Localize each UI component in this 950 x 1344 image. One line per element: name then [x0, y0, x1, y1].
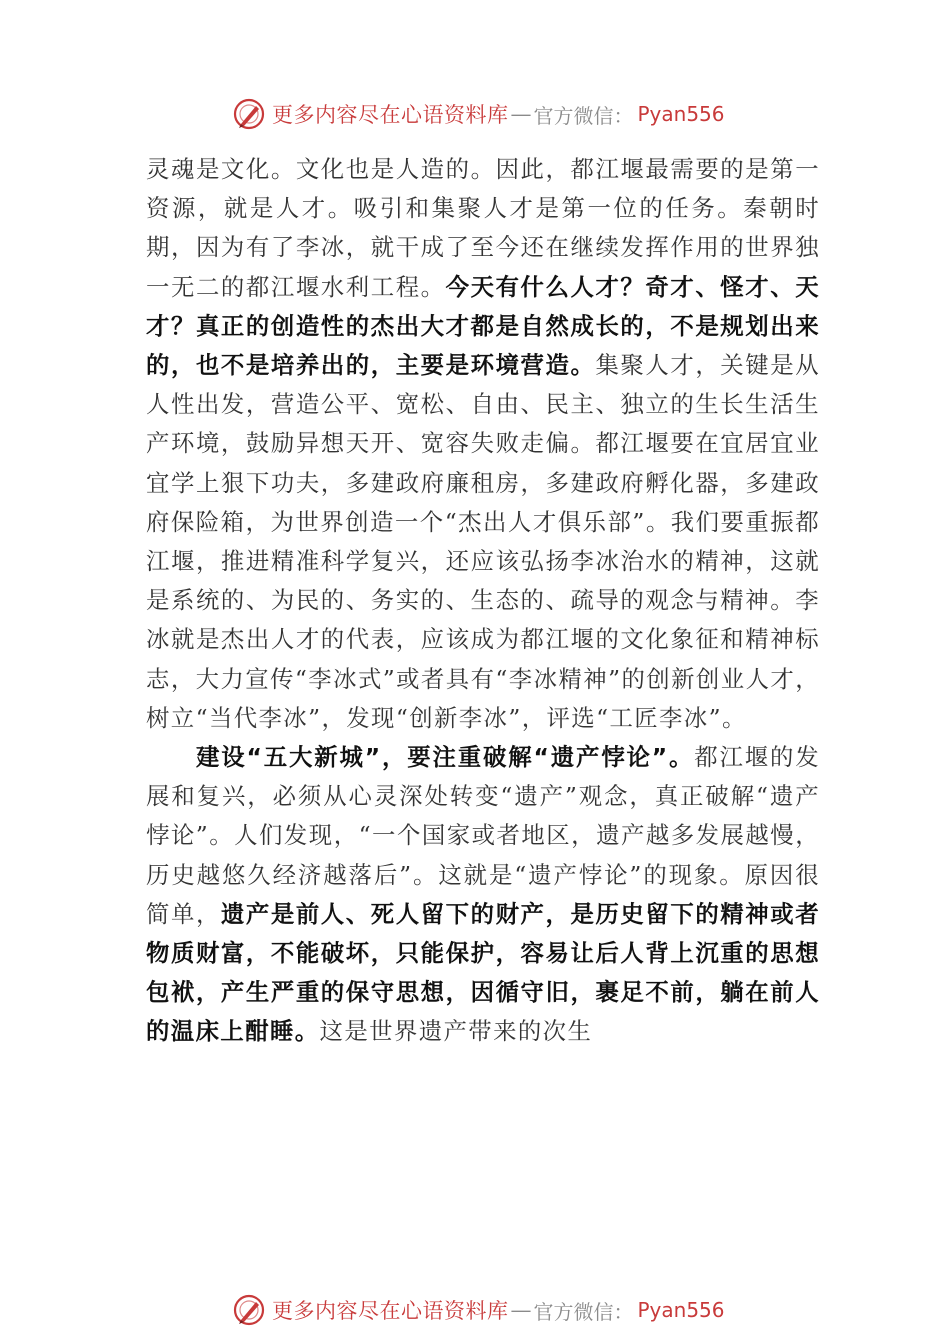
- banner-wechat-id: Pyan556: [637, 102, 725, 126]
- pen-logo-icon: [232, 97, 266, 131]
- banner-text: 更多内容尽在心语资料库: [272, 103, 509, 127]
- banner-wechat-id: Pyan556: [637, 1298, 725, 1322]
- header-banner: [232, 94, 752, 134]
- paragraph-2-bold: 遗产是前人、死人留下的财产，是历史留下的精神或者物质财富，不能破坏，只能保护，容易让后人背上沉重的思想包袱，产生严重的保守思想，因循守旧，裹足不前，躺在前人的温床上酣睡。: [146, 899, 820, 1046]
- banner-separator: —: [510, 1298, 532, 1322]
- paragraph-2-text-b: 这是世界遗产带来的次生: [319, 1017, 593, 1046]
- banner-separator: —: [510, 102, 532, 126]
- banner-wechat-label: 官方微信：: [533, 103, 634, 128]
- paragraph-2-heading: 建设“五大新城”，要注重破解“遗产悖论”。: [196, 743, 695, 772]
- pen-logo-icon: [232, 1293, 266, 1327]
- banner-text: 更多内容尽在心语资料库: [272, 1299, 509, 1323]
- paragraph-2: [146, 738, 820, 1052]
- paragraph-2-text-a: 都江堰的发展和复兴，必须从心灵深处转变“遗产”观念，真正破解“遗产悖论”。人们发现，“一个国家或者地区，遗产越多发展越慢，历史越悠久经济越落后”。这就是“遗产悖论”的现象。原因很简单，: [146, 743, 821, 928]
- document-body: [146, 150, 820, 1052]
- paragraph-1: [146, 150, 820, 738]
- paragraph-1-bold: 今天有什么人才？奇才、怪才、天才？真正的创造性的杰出大才都是自然成长的，不是规划出来的，也不是培养出的，主要是环境营造。: [146, 272, 820, 380]
- footer-banner: [232, 1290, 752, 1330]
- banner-wechat-label: 官方微信：: [533, 1299, 634, 1324]
- paragraph-1-text-a: 灵魂是文化。文化也是人造的。因此，都江堰最需要的是第一资源，就是人才。吸引和集聚人才是第一位的任务。秦朝时期，因为有了李冰，就干成了至今还在继续发挥作用的世界独一无二的都江堰水利工程。: [146, 155, 820, 301]
- paragraph-1-text-b: 集聚人才，关键是从人性出发，营造公平、宽松、自由、民主、独立的生长生活生产环境，鼓励异想天开、宽容失败走偏。都江堰要在宜居宜业宜学上狠下功夫，多建政府廉租房，多建政府孵化器，多建政府保险箱，为世界创造一个“杰出人才俱乐部”。我们要重振都江堰，推进精准科学复兴，还应该弘扬李冰治水的精神，这就是系统的、为民的、务实的、生态的、疏导的观念与精神。李冰就是杰出人才的代表，应该成为都江堰的文化象征和精神标志，大力宣传“李冰式”或者具有“李冰精神”的创新创业人才，树立“当代李冰”，发现“创新李冰”，评选“工匠李冰”。: [146, 351, 820, 732]
